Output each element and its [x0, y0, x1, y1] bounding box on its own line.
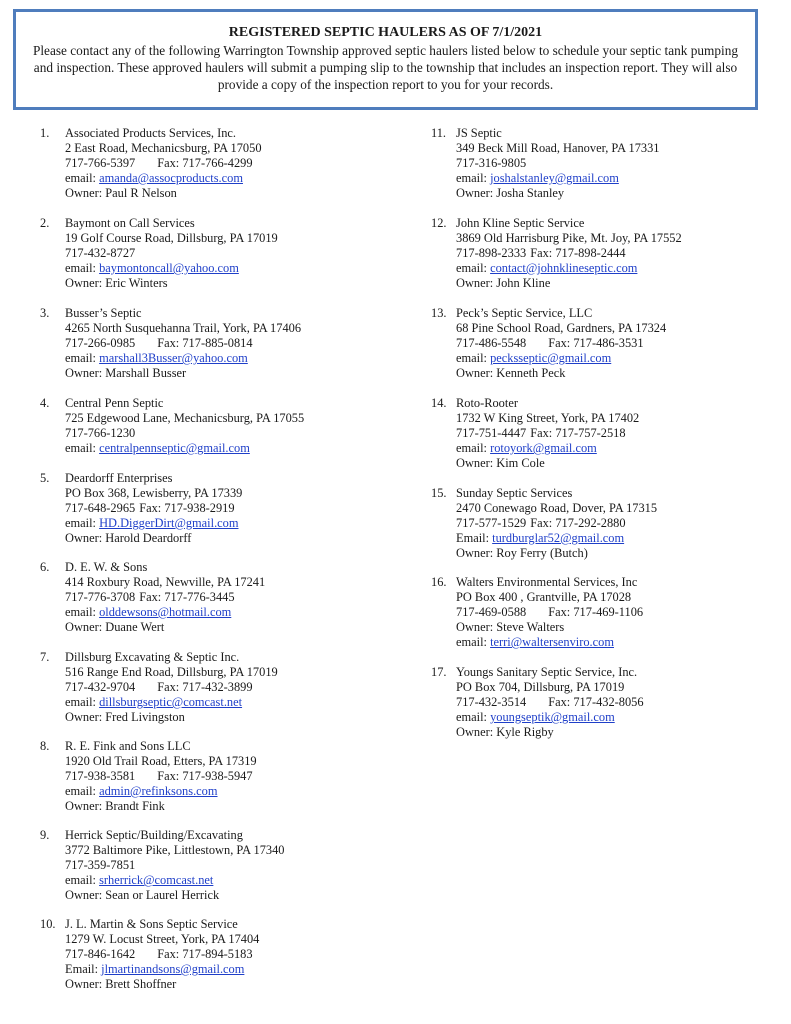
email-label: Email:: [65, 962, 99, 976]
hauler-email-link[interactable]: admin@refinksons.com: [99, 784, 218, 798]
email-label: email:: [456, 171, 487, 185]
hauler-fax: 717-938-5947: [182, 769, 253, 783]
entry-number: 12.: [431, 216, 447, 230]
hauler-fax: 717-894-5183: [182, 947, 253, 961]
hauler-name: Herrick Septic/Building/Excavating: [65, 828, 243, 842]
hauler-address: 19 Golf Course Road, Dillsburg, PA 17019: [65, 231, 278, 245]
email-label: email:: [65, 784, 96, 798]
hauler-fax: 717-938-2919: [164, 501, 235, 515]
hauler-phone: 717-938-3581: [65, 769, 136, 783]
hauler-address: 516 Range End Road, Dillsburg, PA 17019: [65, 665, 278, 679]
entry-number: 15.: [431, 486, 447, 500]
hauler-address: 1732 W King Street, York, PA 17402: [456, 411, 640, 425]
fax-label: Fax:: [139, 501, 162, 515]
hauler-phone: 717-846-1642: [65, 947, 136, 961]
owner-label: Owner:: [65, 799, 103, 813]
hauler-address: PO Box 704, Dillsburg, PA 17019: [456, 680, 625, 694]
hauler-email-link[interactable]: turdburglar52@gmail.com: [492, 531, 625, 545]
hauler-phone: 717-776-3708: [65, 590, 136, 604]
hauler-fax: 717-469-1106: [573, 605, 644, 619]
hauler-email-link[interactable]: pecksseptic@gmail.com: [490, 351, 612, 365]
hauler-email-link[interactable]: amanda@assocproducts.com: [99, 171, 243, 185]
owner-label: Owner:: [456, 620, 494, 634]
hauler-address: 349 Beck Mill Road, Hanover, PA 17331: [456, 141, 660, 155]
hauler-owner: Brandt Fink: [105, 799, 165, 813]
email-label: Email:: [456, 531, 490, 545]
entry-number: 16.: [431, 575, 447, 589]
entry-number: 13.: [431, 306, 447, 320]
hauler-phone: 717-266-0985: [65, 336, 136, 350]
hauler-name: D. E. W. & Sons: [65, 560, 148, 574]
hauler-phone: 717-898-2333: [456, 246, 527, 260]
fax-label: Fax:: [548, 695, 571, 709]
fax-label: Fax:: [548, 336, 571, 350]
hauler-email-link[interactable]: olddewsons@hotmail.com: [99, 605, 232, 619]
hauler-address: 1279 W. Locust Street, York, PA 17404: [65, 932, 260, 946]
hauler-name: Central Penn Septic: [65, 396, 164, 410]
entry-number: 2.: [40, 216, 50, 230]
hauler-email-link[interactable]: centralpennseptic@gmail.com: [99, 441, 250, 455]
hauler-fax: 717-885-0814: [182, 336, 253, 350]
fax-label: Fax:: [139, 590, 162, 604]
entry-number: 9.: [40, 828, 50, 842]
header-instructions: Please contact any of the following Warrington Township approved septic haulers listed below to schedule your septic tank pumping and inspection. These approved haulers will submit a pumping slip to the township that includes an inspection report. They will also provide a copy of the inspection report to you for your records.: [32, 43, 739, 92]
hauler-owner: Fred Livingston: [105, 710, 185, 724]
email-label: email:: [65, 605, 96, 619]
hauler-address: 3772 Baltimore Pike, Littlestown, PA 17340: [65, 843, 285, 857]
hauler-owner: Sean or Laurel Herrick: [105, 888, 220, 902]
fax-label: Fax:: [157, 156, 180, 170]
hauler-name: R. E. Fink and Sons LLC: [65, 739, 191, 753]
hauler-address: 2470 Conewago Road, Dover, PA 17315: [456, 501, 658, 515]
email-label: email:: [456, 710, 487, 724]
hauler-owner: Marshall Busser: [105, 366, 187, 380]
hauler-address: 3869 Old Harrisburg Pike, Mt. Joy, PA 17552: [456, 231, 682, 245]
email-label: email:: [65, 873, 96, 887]
fax-label: Fax:: [530, 246, 553, 260]
hauler-name: Busser’s Septic: [65, 306, 142, 320]
hauler-name: Baymont on Call Services: [65, 216, 195, 230]
fax-label: Fax:: [530, 426, 553, 440]
hauler-owner: Kim Cole: [496, 456, 545, 470]
hauler-phone: 717-648-2965: [65, 501, 136, 515]
owner-label: Owner:: [456, 276, 494, 290]
owner-label: Owner:: [65, 366, 103, 380]
page-title: REGISTERED SEPTIC HAULERS AS OF 7/1/2021: [228, 25, 543, 40]
hauler-address: PO Box 400 , Grantville, PA 17028: [456, 590, 632, 604]
hauler-email-link[interactable]: joshalstanley@gmail.com: [490, 171, 619, 185]
entry-number: 4.: [40, 396, 50, 410]
hauler-fax: 717-432-8056: [573, 695, 644, 709]
hauler-phone: 717-751-4447: [456, 426, 527, 440]
header-box: [13, 9, 758, 110]
owner-label: Owner:: [456, 546, 494, 560]
email-label: email:: [65, 516, 96, 530]
hauler-address: 4265 North Susquehanna Trail, York, PA 17406: [65, 321, 302, 335]
entry-number: 1.: [40, 126, 50, 140]
hauler-name: Youngs Sanitary Septic Service, Inc.: [456, 665, 638, 679]
hauler-phone: 717-577-1529: [456, 516, 527, 530]
hauler-email-link[interactable]: marshall3Busser@yahoo.com: [99, 351, 248, 365]
entry-number: 14.: [431, 396, 447, 410]
hauler-email-link[interactable]: HD.DiggerDirt@gmail.com: [99, 516, 239, 530]
owner-label: Owner:: [65, 620, 103, 634]
fax-label: Fax:: [157, 336, 180, 350]
fax-label: Fax:: [157, 769, 180, 783]
owner-label: Owner:: [456, 725, 494, 739]
hauler-fax: 717-292-2880: [555, 516, 626, 530]
hauler-name: Walters Environmental Services, Inc: [456, 575, 638, 589]
hauler-fax: 717-757-2518: [555, 426, 626, 440]
hauler-name: Peck’s Septic Service, LLC: [456, 306, 593, 320]
owner-label: Owner:: [65, 276, 103, 290]
hauler-owner: John Kline: [496, 276, 551, 290]
fax-label: Fax:: [530, 516, 553, 530]
hauler-email-link[interactable]: baymontoncall@yahoo.com: [99, 261, 239, 275]
entry-number: 7.: [40, 650, 50, 664]
owner-label: Owner:: [456, 366, 494, 380]
hauler-address: 2 East Road, Mechanicsburg, PA 17050: [65, 141, 262, 155]
hauler-owner: Harold Deardorff: [105, 531, 192, 545]
owner-label: Owner:: [65, 977, 103, 991]
entry-number: 3.: [40, 306, 50, 320]
owner-label: Owner:: [65, 186, 103, 200]
hauler-owner: Steve Walters: [496, 620, 565, 634]
entry-number: 8.: [40, 739, 50, 753]
hauler-fax: 717-432-3899: [182, 680, 253, 694]
hauler-email-link[interactable]: terri@waltersenviro.com: [490, 635, 614, 649]
hauler-email-link[interactable]: jlmartinandsons@gmail.com: [101, 962, 245, 976]
hauler-phone: 717-486-5548: [456, 336, 527, 350]
hauler-name: Sunday Septic Services: [456, 486, 573, 500]
email-label: email:: [456, 635, 487, 649]
hauler-owner: Kenneth Peck: [496, 366, 566, 380]
entry-number: 6.: [40, 560, 50, 574]
entry-number: 17.: [431, 665, 447, 679]
hauler-phone: 717-316-9805: [456, 156, 527, 170]
fax-label: Fax:: [548, 605, 571, 619]
owner-label: Owner:: [65, 710, 103, 724]
hauler-email-link[interactable]: rotoyork@gmail.com: [490, 441, 597, 455]
hauler-owner: Josha Stanley: [496, 186, 565, 200]
owner-label: Owner:: [65, 531, 103, 545]
hauler-address: PO Box 368, Lewisberry, PA 17339: [65, 486, 243, 500]
hauler-phone: 717-432-8727: [65, 246, 136, 260]
hauler-name: Deardorff Enterprises: [65, 471, 173, 485]
hauler-phone: 717-766-1230: [65, 426, 136, 440]
hauler-phone: 717-359-7851: [65, 858, 136, 872]
hauler-email-link[interactable]: srherrick@comcast.net: [99, 873, 214, 887]
hauler-phone: 717-432-9704: [65, 680, 136, 694]
owner-label: Owner:: [65, 888, 103, 902]
email-label: email:: [65, 695, 96, 709]
hauler-address: 725 Edgewood Lane, Mechanicsburg, PA 17055: [65, 411, 305, 425]
owner-label: Owner:: [456, 186, 494, 200]
hauler-address: 1920 Old Trail Road, Etters, PA 17319: [65, 754, 257, 768]
hauler-name: Dillsburg Excavating & Septic Inc.: [65, 650, 240, 664]
hauler-owner: Kyle Rigby: [496, 725, 554, 739]
hauler-name: J. L. Martin & Sons Septic Service: [65, 917, 238, 931]
email-label: email:: [65, 441, 96, 455]
entry-number: 10.: [40, 917, 56, 931]
hauler-email-link[interactable]: contact@johnklineseptic.com: [490, 261, 638, 275]
email-label: email:: [65, 261, 96, 275]
email-label: email:: [65, 171, 96, 185]
hauler-owner: Paul R Nelson: [105, 186, 177, 200]
entry-number: 5.: [40, 471, 50, 485]
email-label: email:: [456, 441, 487, 455]
email-label: email:: [456, 351, 487, 365]
hauler-phone: 717-766-5397: [65, 156, 136, 170]
email-label: email:: [65, 351, 96, 365]
hauler-address: 414 Roxbury Road, Newville, PA 17241: [65, 575, 266, 589]
hauler-fax: 717-486-3531: [573, 336, 644, 350]
hauler-owner: Duane Wert: [105, 620, 165, 634]
hauler-email-link[interactable]: youngseptik@gmail.com: [490, 710, 615, 724]
hauler-name: John Kline Septic Service: [456, 216, 585, 230]
entry-number: 11.: [431, 126, 447, 140]
hauler-owner: Brett Shoffner: [105, 977, 177, 991]
hauler-fax: 717-766-4299: [182, 156, 253, 170]
hauler-fax: 717-898-2444: [555, 246, 626, 260]
hauler-phone: 717-469-0588: [456, 605, 527, 619]
owner-label: Owner:: [456, 456, 494, 470]
hauler-email-link[interactable]: dillsburgseptic@comcast.net: [99, 695, 243, 709]
hauler-phone: 717-432-3514: [456, 695, 527, 709]
hauler-name: JS Septic: [456, 126, 502, 140]
fax-label: Fax:: [157, 680, 180, 694]
hauler-fax: 717-776-3445: [164, 590, 235, 604]
fax-label: Fax:: [157, 947, 180, 961]
hauler-name: Associated Products Services, Inc.: [65, 126, 237, 140]
email-label: email:: [456, 261, 487, 275]
hauler-owner: Roy Ferry (Butch): [496, 546, 588, 560]
hauler-name: Roto-Rooter: [456, 396, 518, 410]
hauler-address: 68 Pine School Road, Gardners, PA 17324: [456, 321, 667, 335]
hauler-owner: Eric Winters: [105, 276, 168, 290]
